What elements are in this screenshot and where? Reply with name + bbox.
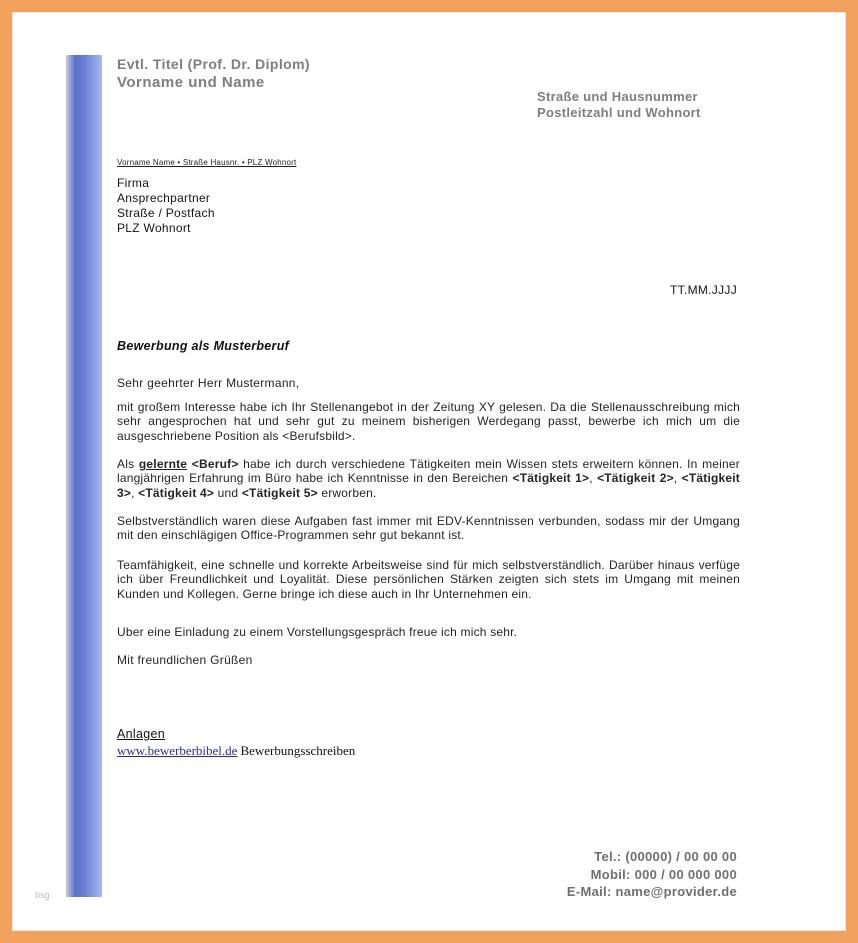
- salutation: Sehr geehrter Herr Mustermann,: [117, 376, 300, 390]
- recipient-block: [117, 176, 215, 236]
- sender-address-block: [537, 89, 701, 121]
- paragraph-edv: Selbstverständlich waren diese Aufgaben fast immer mit EDV-Kenntnissen verbunden, sodass mir der Umgang mit den einschlägigen Office-Programmen sehr gut bekannt ist.: [117, 514, 740, 543]
- contact-tel: Tel.: (00000) / 00 00 00: [594, 849, 737, 864]
- website-link[interactable]: www.bewerberbibel.de: [117, 743, 238, 758]
- recipient-city: PLZ Wohnort: [117, 221, 191, 235]
- paragraph-skills: Als gelernte <Beruf> habe ich durch verschiedene Tätigkeiten mein Wissen stets erweitern können. In meiner langjährigen Erfahrung im Büro habe ich Kenntnisse in den Bereichen <Tätigkeit 1>, <Tätigkeit 2>, <Tätigkeit 3>, <Tätigkeit 4> und <Tätigkeit 5> erworben.: [117, 457, 740, 500]
- attachments-link-suffix: Bewerbungsschreiben: [240, 743, 356, 758]
- recipient-company: Firma: [117, 176, 150, 190]
- accent-bar: [66, 55, 102, 897]
- attachments-label: Anlagen: [117, 727, 165, 741]
- attachments-link-line: [117, 743, 355, 759]
- paragraph-strengths: Teamfähigkeit, eine schnelle und korrekte Arbeitsweise sind für mich selbstverständlich. Darüber hinaus verfüge ich über Freundlichkeit und Loyalität. Diese persönlichen Stärken zeigten sich stets im Umgang mit meinen Kunden und Kollegen. Gerne bringe ich diese auch in Ihr Unternehmen ein.: [117, 558, 740, 601]
- sender-title-line: Evtl. Titel (Prof. Dr. Diplom): [117, 56, 310, 72]
- return-address-line: Vorname Name • Straße Hausnr. • PLZ Wohnort: [117, 158, 297, 167]
- sender-street: Straße und Hausnummer: [537, 89, 698, 104]
- sender-city: Postleitzahl und Wohnort: [537, 105, 701, 120]
- date: TT.MM.JJJJ: [670, 283, 737, 297]
- corner-watermark: bsg: [35, 890, 50, 900]
- paragraph-intro: mit großem Interesse habe ich Ihr Stellenangebot in der Zeitung XY gelesen. Da die Stellenausschreibung mich sehr angesprochen hat und sehr gut zu meinem bisherigen Werdegang passt, bewerbe ich mich um die ausgeschriebene Position als <Berufsbild>.: [117, 400, 740, 443]
- contact-block: [567, 848, 737, 901]
- paragraph-invitation: Uber eine Einladung zu einem Vorstellungsgespräch freue ich mich sehr.: [117, 625, 518, 639]
- subject-line: Bewerbung als Musterberuf: [117, 339, 290, 353]
- recipient-street: Straße / Postfach: [117, 206, 215, 220]
- sender-name-line: Vorname und Name: [117, 74, 265, 91]
- contact-mobil: Mobil: 000 / 00 000 000: [590, 866, 737, 882]
- recipient-contact: Ansprechpartner: [117, 191, 211, 205]
- closing-line: Mit freundlichen Grüßen: [117, 653, 253, 667]
- contact-email: E-Mail: name@provider.de: [566, 884, 737, 899]
